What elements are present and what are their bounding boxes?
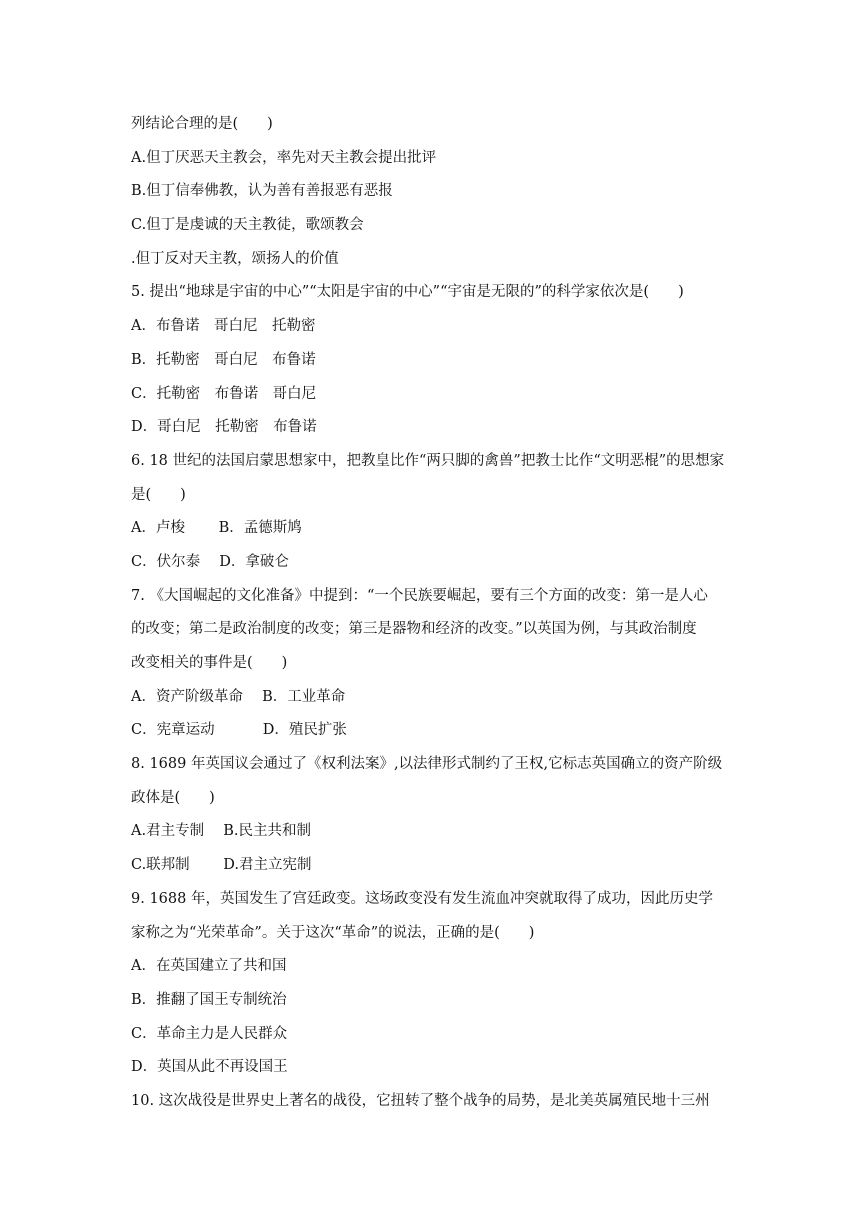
option-line: A．在英国建立了共和国: [131, 958, 287, 975]
option-line: A．资产阶级革命 B．工业革命: [131, 688, 346, 705]
question-6: 6. 18 世纪的法国启蒙思想家中，把教皇比作“两只脚的禽兽”把教士比作“文明恶棍”的思想家: [131, 452, 725, 469]
question-9: 9. 1688 年，英国发生了宫廷政变。这场政变没有发生流血冲突就取得了成功，因此历史学: [131, 890, 713, 907]
option-line: C．宪章运动 D．殖民扩张: [131, 722, 347, 739]
option-line: C．托勒密 布鲁诺 哥白尼: [131, 385, 317, 402]
option-line: B.但丁信奉佛教，认为善有善报恶有恶报: [131, 183, 393, 200]
text-line: 改变相关的事件是( ): [131, 655, 288, 671]
question-text: [131, 108, 735, 1119]
option-line: C．革命主力是人民群众: [131, 1025, 288, 1042]
option-line: C.但丁是虔诚的天主教徒，歌颂教会: [131, 217, 364, 234]
question-5: 5. 提出“地球是宇宙的中心”“太阳是宇宙的中心”“宇宙是无限的”的科学家依次是( ): [131, 284, 684, 301]
text-line: 列结论合理的是( ): [131, 116, 273, 132]
option-line: .但丁反对天主教，颂扬人的价值: [131, 250, 339, 267]
question-7: 7. 《大国崛起的文化准备》中提到：“一个民族要崛起，要有三个方面的改变：第一是人心: [131, 587, 708, 604]
question-10: 10. 这次战役是世界史上著名的战役，它扭转了整个战争的局势，是北美英属殖民地十三州: [131, 1092, 710, 1109]
option-line: A．布鲁诺 哥白尼 托勒密: [131, 318, 316, 335]
option-line: A.君主专制 B.民主共和制: [131, 823, 311, 840]
question-8: 8. 1689 年英国议会通过了《权利法案》,以法律形式制约了王权,它标志英国确立的资产阶级: [131, 756, 723, 773]
option-line: B．托勒密 哥白尼 布鲁诺: [131, 351, 316, 368]
option-line: B．推翻了国王专制统治: [131, 991, 287, 1008]
text-line: 的改变；第二是政治制度的改变；第三是器物和经济的改变。”以英国为例，与其政治制度: [131, 621, 697, 638]
option-line: C.联邦制 D.君主立宪制: [131, 857, 312, 874]
option-line: C．伏尔泰 D．拿破仑: [131, 553, 289, 570]
text-line: 是( ): [131, 486, 186, 503]
option-line: A．卢梭 B．孟德斯鸠: [131, 520, 302, 537]
option-line: D．英国从此不再设国王: [131, 1059, 288, 1076]
option-line: D．哥白尼 托勒密 布鲁诺: [131, 419, 317, 436]
text-line: 家称之为“光荣革命”。关于这次“革命”的说法，正确的是( ): [131, 924, 535, 941]
text-line: 政体是( ): [131, 789, 215, 806]
option-line: A.但丁厌恶天主教会，率先对天主教会提出批评: [131, 149, 437, 166]
